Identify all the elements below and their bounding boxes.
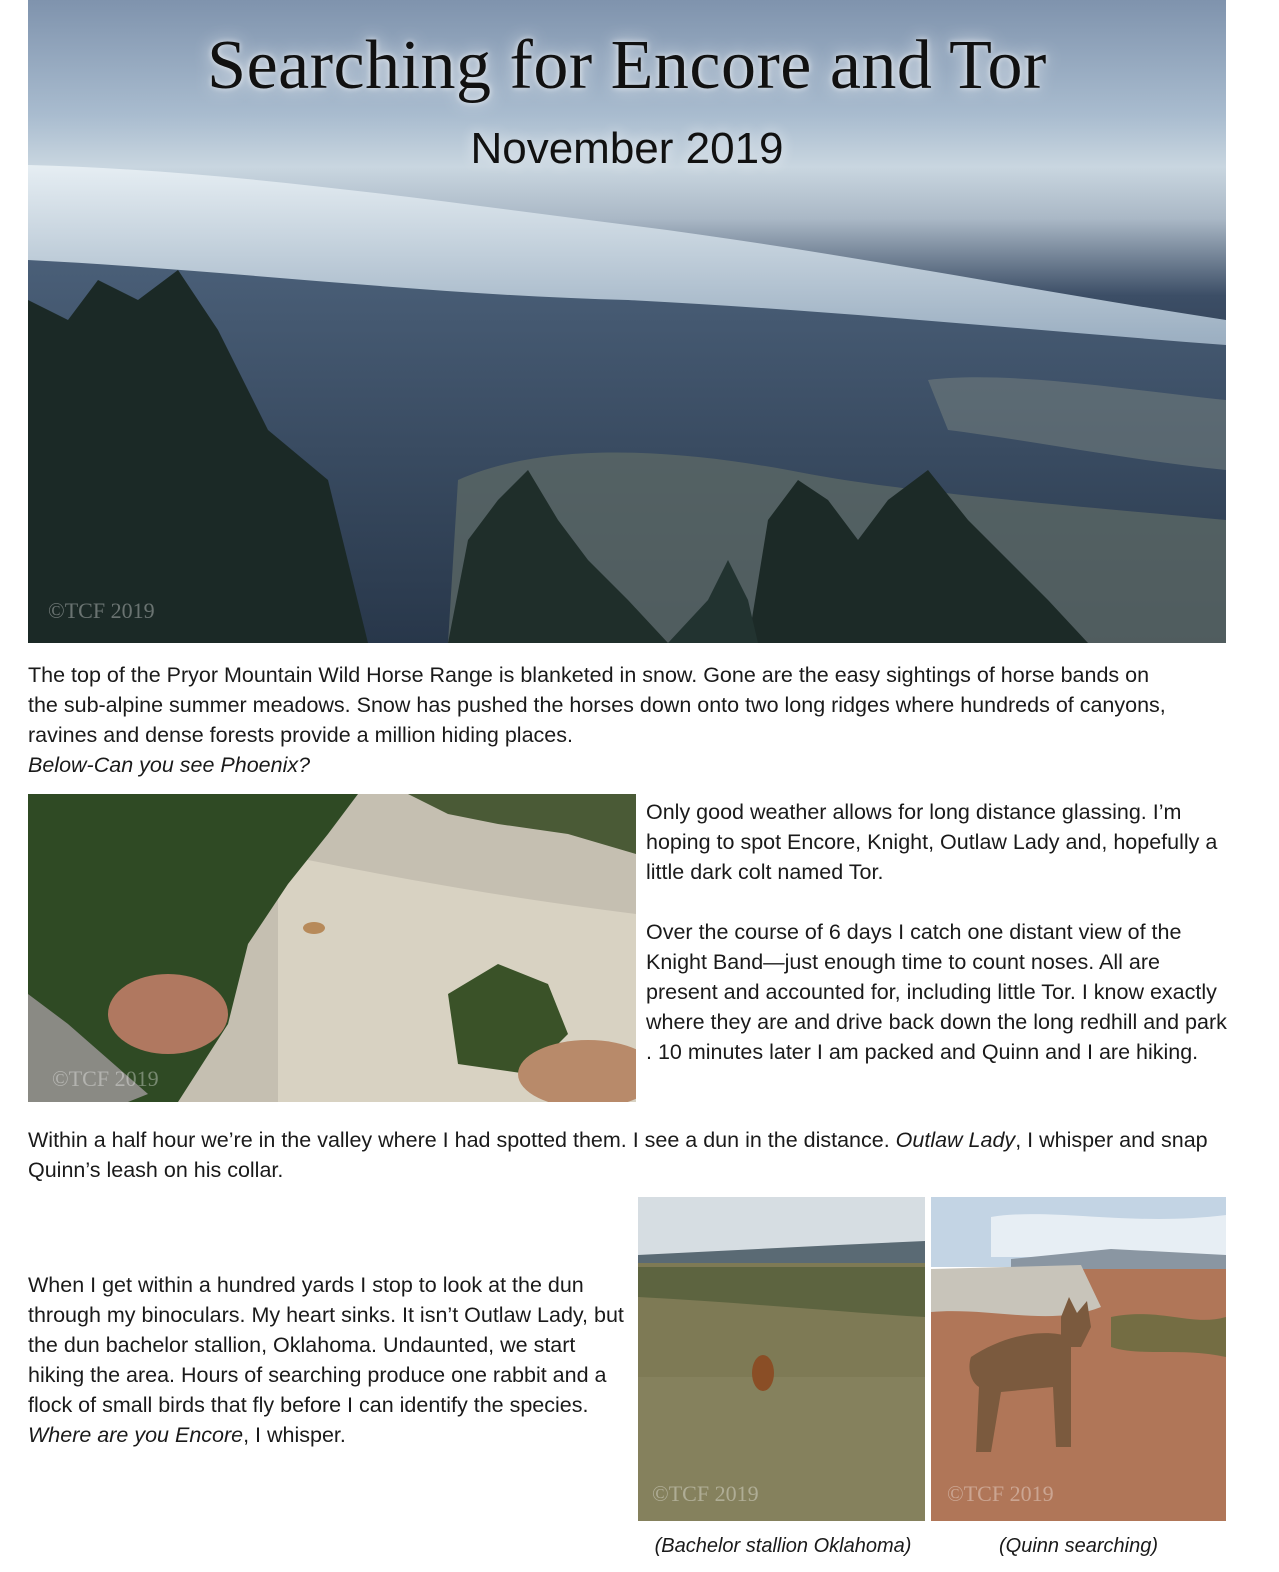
valley-text-end: , I whisper and snap Quinn’s leash on his collar. — [28, 1128, 1208, 1182]
watermark: ©TCF 2019 — [52, 1066, 159, 1091]
dog-illustration — [931, 1197, 1226, 1521]
caption-oklahoma: (Bachelor stallion Oklahoma) — [654, 1535, 912, 1557]
search-paragraph — [28, 1270, 632, 1450]
watermark: ©TCF 2019 — [947, 1481, 1054, 1506]
intro-line: the sub-alpine summer meadows. Snow has pushed the horses down onto two long ridges where hundreds of canyons, — [28, 693, 1166, 717]
outlaw-lady-name: Outlaw Lady — [895, 1128, 1016, 1152]
watermark: ©TCF 2019 — [652, 1481, 759, 1506]
intro-line: ravines and dense forests provide a million hiding places. — [28, 723, 573, 747]
search-text-end: , I whisper. — [243, 1423, 346, 1447]
page-title: Searching for Encore and Tor — [207, 27, 1047, 104]
search-text: When I get within a hundred yards I stop to look at the dun through my binoculars. My heart sinks. It isn’t Outlaw Lady, but the dun bachelor stallion, Oklahoma. Undaunted, we start hiking the area. Hours of searching produce one rabbit and a flock of small birds that fly before I can identify the species. — [28, 1273, 624, 1417]
intro-paragraph — [28, 660, 1243, 780]
oklahoma-photo — [638, 1197, 925, 1521]
encore-question: Where are you Encore — [28, 1423, 244, 1447]
glassing-paragraph: Only good weather allows for long distance glassing. I’m hoping to spot Encore, Knight, Outlaw Lady and, hopefully a little dark colt named Tor. — [646, 800, 1218, 884]
stallion-illustration — [638, 1197, 925, 1521]
watermark: ©TCF 2019 — [48, 598, 155, 623]
glassing-text — [646, 797, 1236, 1067]
knight-band-paragraph: Over the course of 6 days I catch one distant view of the Knight Band—just enough time to count noses. All are present and accounted for, including little Tor. I know exactly where they are and drive back down the long redhill and park . 10 minutes later I am packed and Quinn and I are hiking. — [646, 920, 1227, 1064]
valley-paragraph — [28, 1125, 1243, 1185]
pine-hillside-illustration — [28, 794, 636, 1102]
quinn-photo — [931, 1197, 1226, 1521]
phoenix-photo — [28, 794, 636, 1102]
caption-quinn: (Quinn searching) — [999, 1535, 1158, 1557]
intro-line: The top of the Pryor Mountain Wild Horse Range is blanketed in snow. Gone are the easy sightings of horse bands on — [28, 663, 1150, 687]
valley-text: Within a half hour we’re in the valley where I had spotted them. I see a dun in the distance. — [28, 1128, 896, 1152]
phoenix-prompt: Below-Can you see Phoenix? — [28, 753, 311, 777]
hero-photo — [28, 0, 1226, 643]
page-subtitle: November 2019 — [470, 124, 784, 173]
